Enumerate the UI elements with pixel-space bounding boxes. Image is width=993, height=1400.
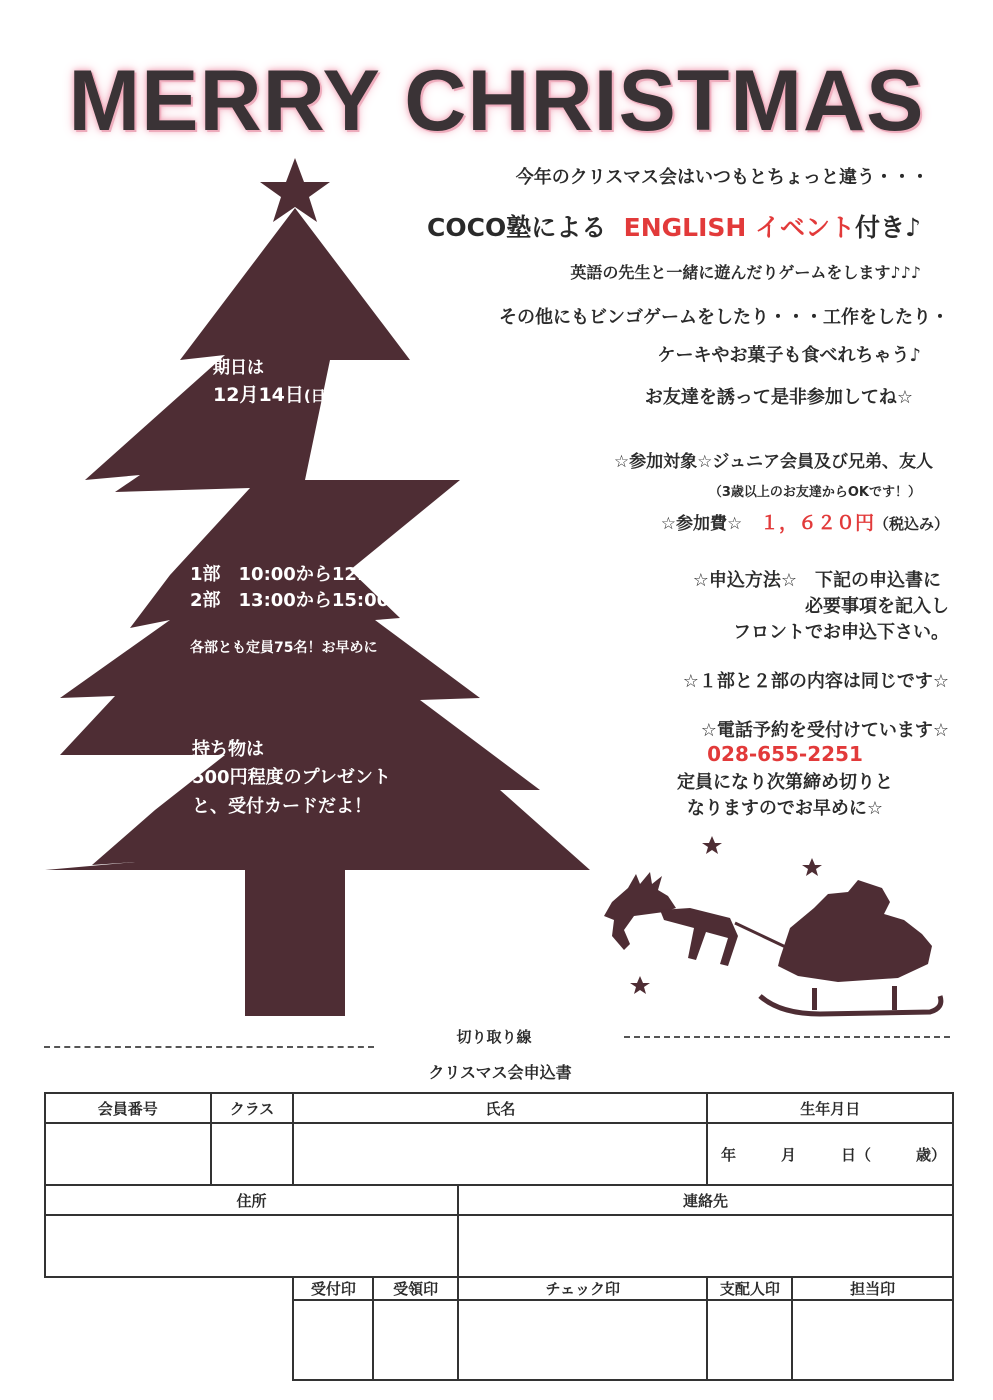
santa-sleigh-icon [600,828,950,1033]
apply-line-1: ☆申込方法☆ 下記の申込書に [692,570,941,591]
address-header: 住所 [45,1185,458,1215]
name-field[interactable] [293,1123,707,1185]
intro-line-2 [427,208,921,244]
phone-number: 028-655-2251 [707,742,863,766]
close-line-2: なりますのでお早めに☆ [686,798,884,819]
cut-line-right [624,1036,950,1038]
same-content-note: ☆１部と２部の内容は同じです☆ [682,671,949,692]
part2-time: 2部 13:00から15:00 [190,590,390,611]
member-number-header: 会員番号 [45,1093,211,1123]
contact-field[interactable] [458,1215,953,1277]
reception-stamp-header: 受付印 [293,1277,373,1300]
birthdate-header: 生年月日 [707,1093,953,1123]
class-header: クラス [211,1093,294,1123]
page-title: MERRY CHRISTMAS [68,53,925,149]
star-icon [630,976,650,994]
english-event: ENGLISH イベント [623,213,856,242]
close-line-1: 定員になり次第締め切りと [677,772,893,793]
address-field[interactable] [45,1215,458,1277]
event-weekday: (日) [303,387,333,405]
capacity-note: 各部とも定員75名！お早めに [190,640,378,656]
intro-line-6: お友達を誘って是非参加してね☆ [644,387,913,408]
fee-label: ☆参加費☆ [660,514,743,534]
intro-line-4: その他にもビンゴゲームをしたり・・・工作をしたり・ [499,307,949,328]
target-line: ☆参加対象☆ジュニア会員及び兄弟、友人 [613,452,933,472]
date-label: 期日は [213,358,264,378]
intro-line-5: ケーキやお菓子も食べれちゃう♪ [657,345,921,366]
application-form [44,1092,954,1381]
manager-stamp-field[interactable] [707,1300,792,1380]
manager-stamp-header: 支配人印 [707,1277,792,1300]
tree-body [45,208,590,1016]
fee-note: （税込み） [873,515,949,533]
event-date [213,380,333,407]
staff-stamp-header: 担当印 [792,1277,953,1300]
bring-line-3: と、受付カードだよ！ [192,796,372,817]
class-field[interactable] [211,1123,294,1185]
phone-label: ☆電話予約を受付けています☆ [700,720,949,741]
name-header: 氏名 [293,1093,707,1123]
check-stamp-header: チェック印 [458,1277,707,1300]
intro-line-2-c: 付き♪ [855,213,921,242]
target-note: （3歳以上のお友達からOKです！） [708,485,921,500]
fee-line [661,508,949,535]
check-stamp-field[interactable] [458,1300,707,1380]
part1-time: 1部 10:00から12:00 [190,564,390,585]
cut-line-label: 切り取り線 [456,1028,532,1046]
bring-line-2: 500円程度のプレゼント [192,767,391,788]
member-number-field[interactable] [45,1123,211,1185]
intro-line-1: 今年のクリスマス会はいつもとちょっと違う・・・ [515,167,929,188]
apply-line-3: フロントでお申込下さい。 [733,622,949,643]
birthdate-field[interactable]: 年 月 日（ 歳） [707,1123,953,1185]
receipt-stamp-header: 受領印 [373,1277,458,1300]
contact-header: 連絡先 [458,1185,953,1215]
fee-value: １，６２０円 [759,512,874,534]
event-date-value: 12月14日 [213,384,304,406]
cut-line-left [44,1046,374,1048]
star-icon [702,836,722,854]
staff-stamp-field[interactable] [792,1300,953,1380]
receipt-stamp-field[interactable] [373,1300,458,1380]
intro-line-2-a: COCO塾による [427,213,607,242]
apply-line-2: 必要事項を記入し [805,596,949,617]
star-icon [802,858,822,876]
bring-line-1: 持ち物は [192,739,264,760]
form-title: クリスマス会申込書 [428,1063,572,1082]
stamp-spacer [45,1277,293,1380]
reception-stamp-field[interactable] [293,1300,373,1380]
intro-line-3: 英語の先生と一緒に遊んだりゲームをします♪♪♪ [570,263,921,282]
